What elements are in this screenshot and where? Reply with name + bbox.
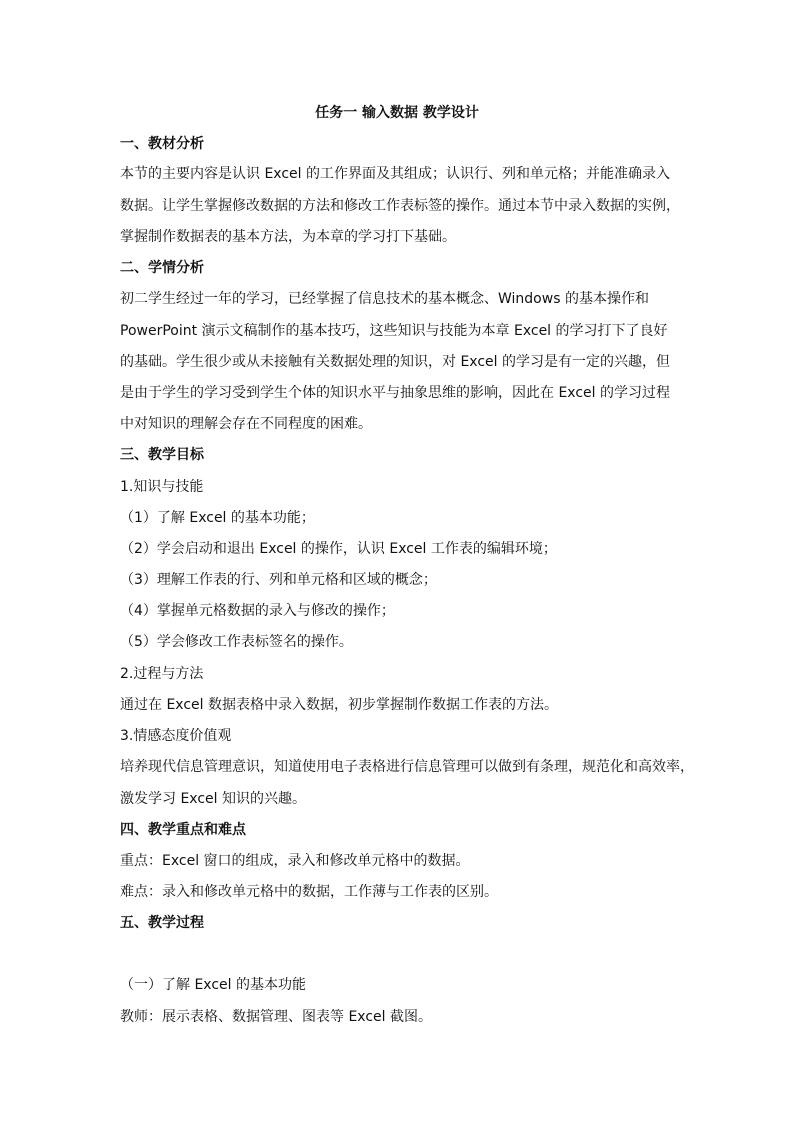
paragraph-line: 激发学习 Excel 知识的兴趣。 <box>120 791 306 807</box>
paragraph-line: 是由于学生的学习受到学生个体的知识水平与抽象思维的影响，因此在 Excel 的学习过程 <box>120 385 670 401</box>
section-heading-student-analysis: 二、学情分析 <box>120 260 204 276</box>
paragraph-line: 培养现代信息管理意识，知道使用电子表格进行信息管理可以做到有条理，规范化和高效率， <box>120 759 694 775</box>
document-title: 任务一 输入数据 教学设计 <box>315 105 479 121</box>
paragraph-line: PowerPoint 演示文稿制作的基本技巧，这些知识与技能为本章 Excel 的学习打下了良好 <box>120 323 668 339</box>
subheading-knowledge-skills: 1.知识与技能 <box>120 479 204 495</box>
paragraph-line: 本节的主要内容是认识 Excel 的工作界面及其组成；认识行、列和单元格；并能准确录入 <box>120 166 670 182</box>
subheading-excel-functions: （一）了解 Excel 的基本功能 <box>120 977 306 993</box>
paragraph-line: 掌握制作数据表的基本方法，为本章的学习打下基础。 <box>120 229 456 245</box>
list-item: （3）理解工作表的行、列和单元格和区域的概念； <box>120 572 437 588</box>
paragraph-line: 的基础。学生很少或从未接触有关数据处理的知识，对 Excel 的学习是有一定的兴趣，但 <box>120 354 670 370</box>
subheading-process-method: 2.过程与方法 <box>120 666 204 682</box>
list-item: （4）掌握单元格数据的录入与修改的操作； <box>120 603 395 619</box>
paragraph-line: 教师：展示表格、数据管理、图表等 Excel 截图。 <box>120 1009 432 1025</box>
section-heading-key-points: 四、教学重点和难点 <box>120 822 246 838</box>
section-heading-teaching-goals: 三、教学目标 <box>120 447 204 463</box>
paragraph-line: 难点：录入和修改单元格中的数据，工作薄与工作表的区别。 <box>120 884 498 900</box>
paragraph-line: 中对知识的理解会存在不同程度的困难。 <box>120 416 372 432</box>
paragraph-line: 初二学生经过一年的学习，已经掌握了信息技术的基本概念、Windows 的基本操作和 <box>120 291 649 307</box>
subheading-emotion-values: 3.情感态度价值观 <box>120 728 232 744</box>
list-item: （2）学会启动和退出 Excel 的操作，认识 Excel 工作表的编辑环境； <box>120 541 557 557</box>
list-item: （5）学会修改工作表标签名的操作。 <box>120 634 353 650</box>
paragraph-line: 通过在 Excel 数据表格中录入数据，初步掌握制作数据工作表的方法。 <box>120 697 558 713</box>
paragraph-line: 数据。让学生掌握修改数据的方法和修改工作表标签的操作。通过本节中录入数据的实例， <box>120 198 680 214</box>
paragraph-line: 重点：Excel 窗口的组成，录入和修改单元格中的数据。 <box>120 853 470 869</box>
section-heading-teaching-process: 五、教学过程 <box>120 915 204 931</box>
section-heading-textbook-analysis: 一、教材分析 <box>120 136 204 152</box>
list-item: （1）了解 Excel 的基本功能； <box>120 510 315 526</box>
